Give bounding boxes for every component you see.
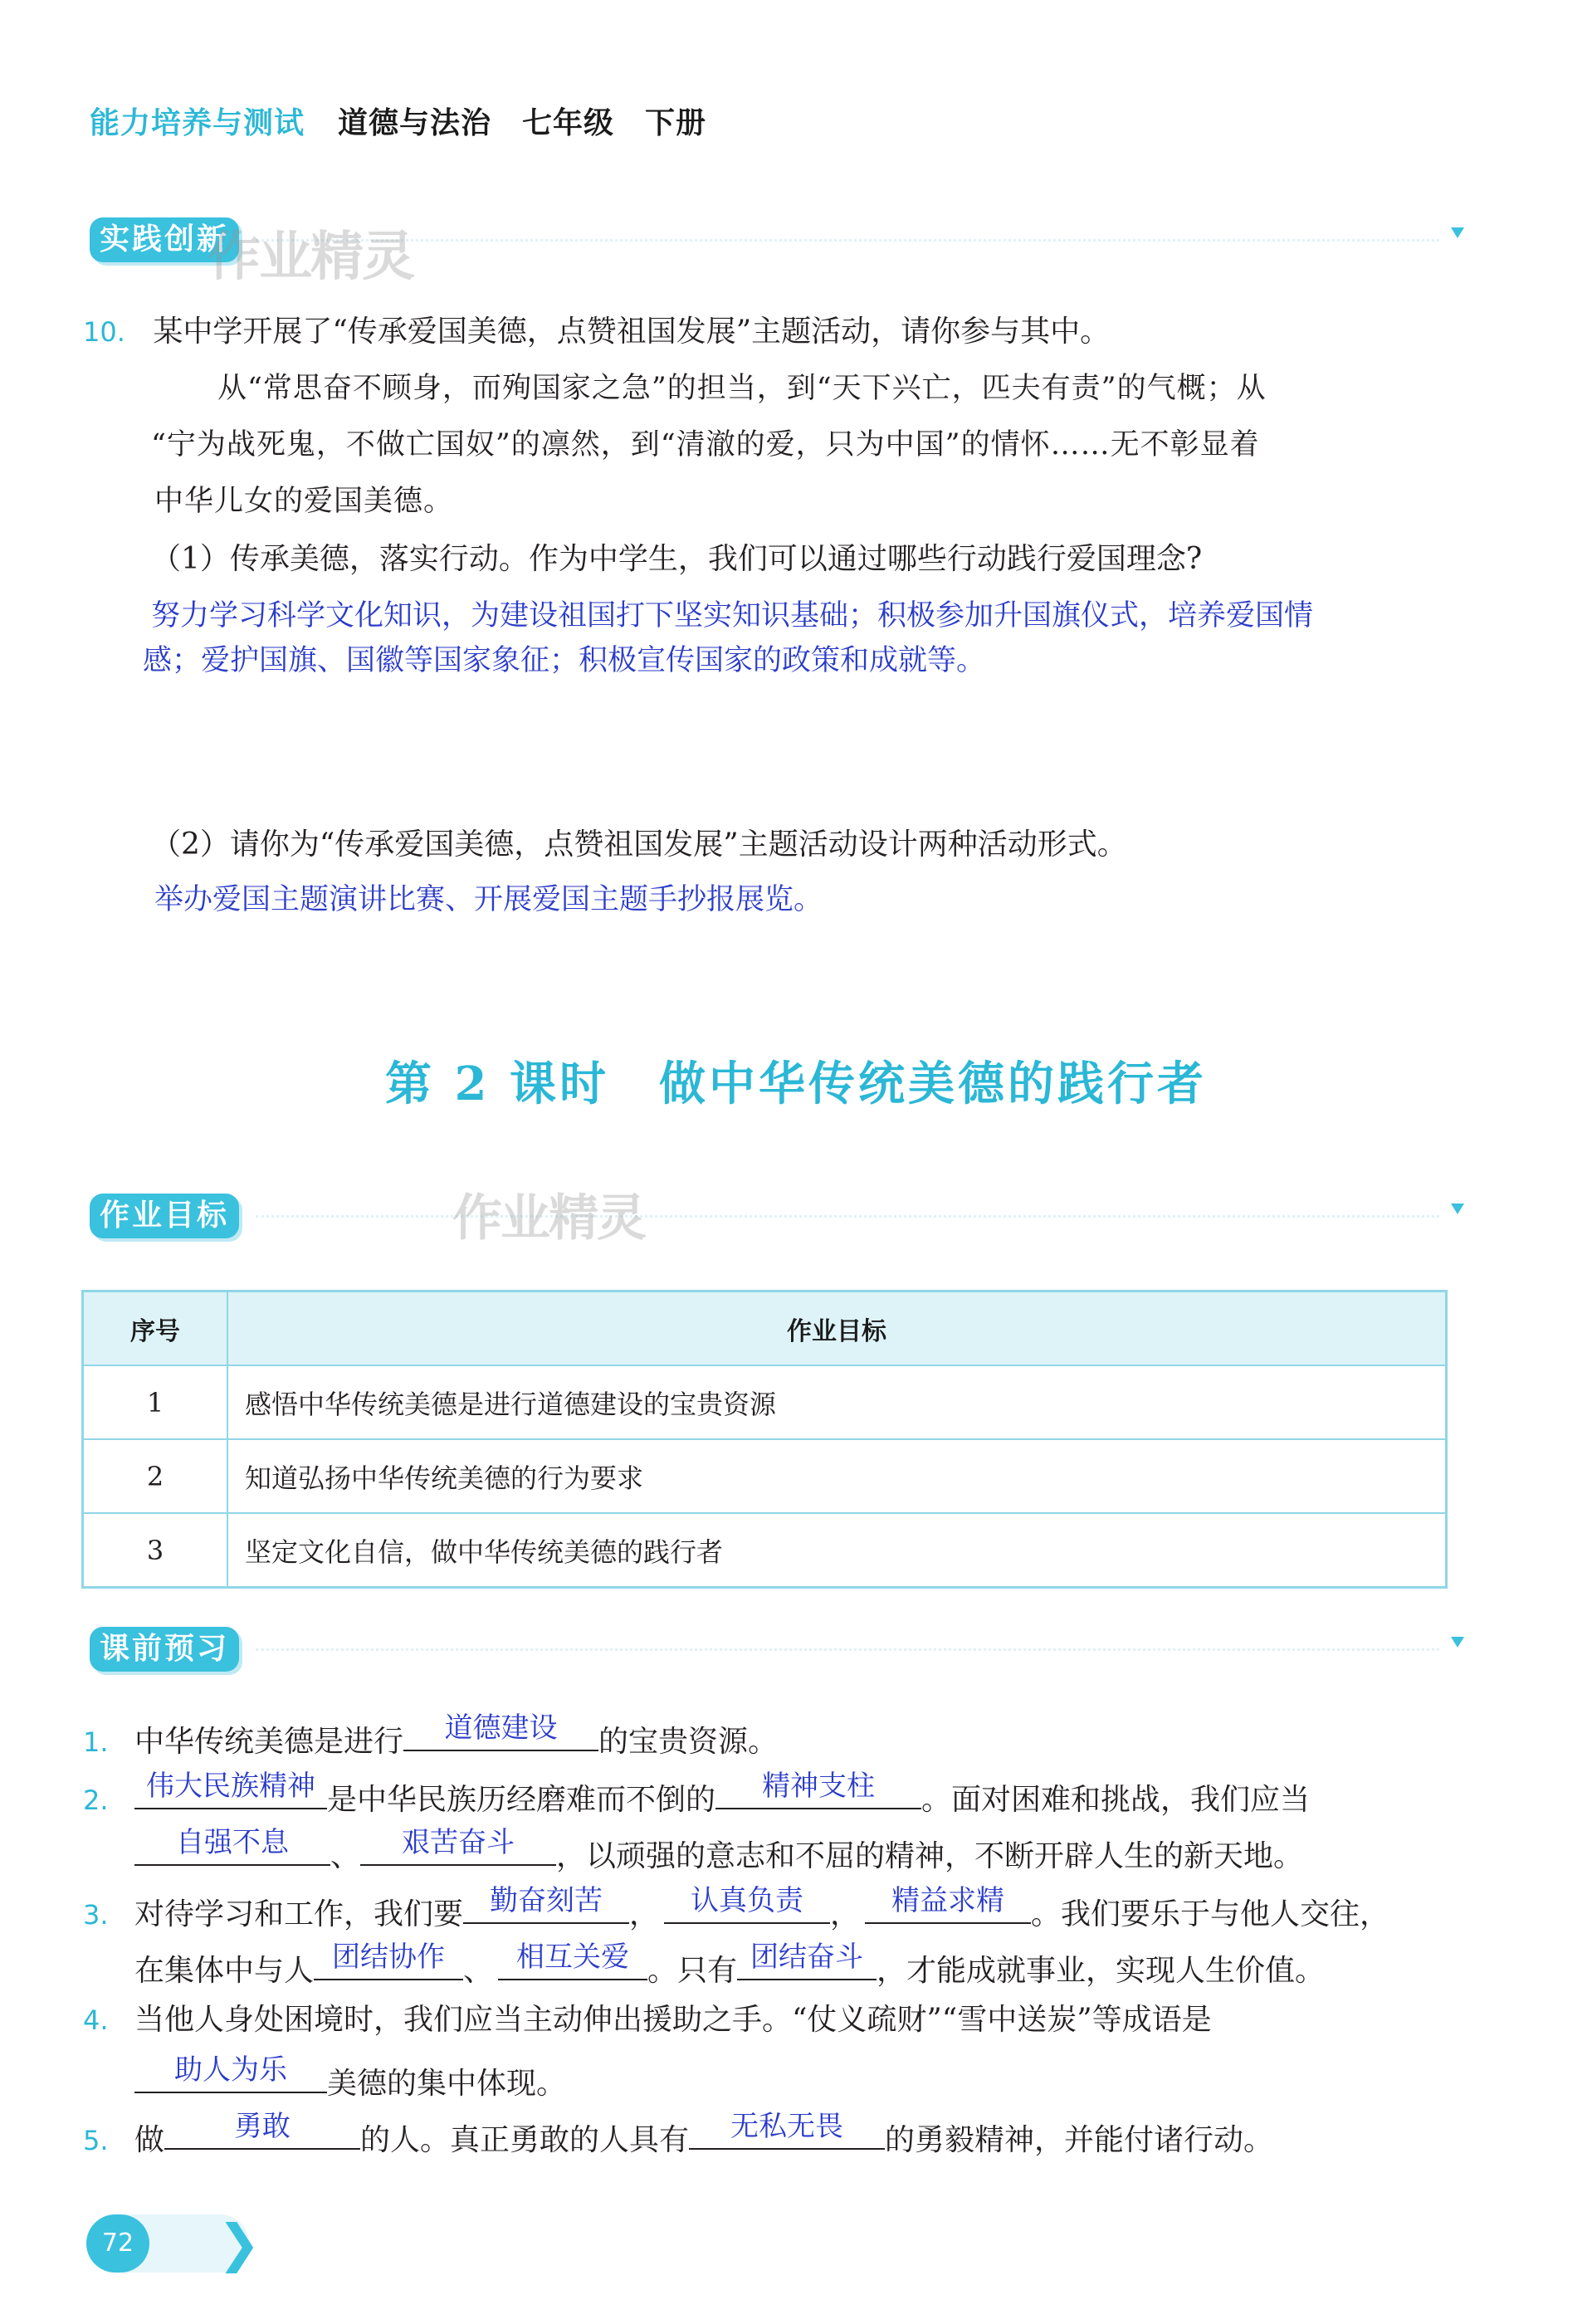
answer-text: 精神支柱	[762, 1770, 875, 1803]
answer-line: 努力学习科学文化知识，为建设祖国打下坚实知识基础；积极参加升国旗仪式，培养爱国情	[151, 599, 1314, 632]
answer-text: 艰苦奋斗	[402, 1826, 515, 1859]
question-text: 美德的集中体现。	[327, 2067, 567, 2101]
watermark: 作业精灵	[452, 1189, 645, 1247]
preview-question-4-cont	[134, 2053, 567, 2102]
table-row	[83, 1439, 1447, 1513]
answer-blank	[664, 1884, 830, 1924]
section-tag: 课前预习	[90, 1627, 239, 1672]
question-stem: 某中学开展了“传承爱国美德，点赞祖国发展”主题活动，请你参与其中。	[153, 315, 1111, 349]
material-line: 中华儿女的爱国美德。	[154, 485, 454, 518]
preview-question-1	[83, 1711, 779, 1760]
sub-question-2: （2）请你为“传承爱国美德，点赞祖国发展”主题活动设计两种活动形式。	[151, 828, 1127, 862]
answer-text: 相互关爱	[516, 1941, 630, 1974]
preview-question-5	[83, 2110, 1274, 2159]
answer-blank	[134, 1826, 330, 1866]
answer-text: 自强不息	[176, 1826, 289, 1859]
question-text: 当他人身处困境时，我们应当主动伸出援助之手。“仗义疏财”“雪中送炭”等成语是	[134, 2003, 1212, 2037]
answer-blank	[715, 1770, 921, 1809]
answer-blank	[463, 1884, 629, 1924]
question-number: 3.	[83, 1899, 109, 1931]
sub-question-1: （1）传承美德，落实行动。作为中学生，我们可以通过哪些行动践行爱国理念?	[151, 542, 1203, 576]
row-goal: 感悟中华传统美德是进行道德建设的宝贵资源	[227, 1365, 1447, 1439]
answer-blank	[314, 1941, 463, 1980]
answer-text: 勤奋刻苦	[490, 1884, 603, 1917]
question-text: 。面对困难和挑战，我们应当	[921, 1783, 1311, 1817]
row-goal: 坚定文化自信，做中华传统美德的践行者	[227, 1513, 1447, 1588]
section-tag: 作业目标	[90, 1194, 239, 1238]
answer-text: 无私无畏	[730, 2110, 844, 2143]
book-title: 道德与法治 七年级 下册	[338, 106, 707, 140]
answer-blank	[360, 1826, 556, 1866]
question-text: 、	[330, 1839, 361, 1873]
preview-question-2	[83, 1770, 1311, 1819]
answer-text: 道德建设	[444, 1711, 558, 1745]
section-divider	[256, 1648, 1439, 1651]
question-text: 做	[134, 2123, 164, 2157]
answer-blank	[134, 2053, 327, 2093]
answer-text: 精益求精	[891, 1884, 1005, 1917]
material-line: “宁为战死鬼，不做亡国奴”的凛然，到“清澈的爱，只为中国”的情怀……无不彰显着	[151, 428, 1260, 461]
question-text: 是中华民族历经磨难而不倒的	[326, 1783, 715, 1817]
table-row	[83, 1513, 1447, 1588]
table-row	[83, 1365, 1447, 1439]
answer-line: 举办爱国主题演讲比赛、开展爱国主题手抄报展览。	[154, 883, 823, 916]
answer-text: 助人为乐	[174, 2053, 287, 2087]
triangle-down-icon	[1451, 227, 1464, 238]
column-header: 作业目标	[227, 1291, 1447, 1366]
answer-blank	[164, 2110, 360, 2150]
section-divider	[256, 1215, 1439, 1218]
question-text: ，	[830, 1897, 861, 1931]
material-line: 从“常思奋不顾身，而殉国家之急”的担当，到“天下兴亡，匹夫有责”的气概；从	[217, 372, 1267, 405]
question-number: 2.	[83, 1784, 109, 1816]
answer-blank	[134, 1770, 327, 1809]
lesson-title: 第 2 课时 做中华传统美德的践行者	[385, 1057, 1207, 1111]
column-header: 序号	[83, 1291, 228, 1366]
answer-text: 团结协作	[332, 1941, 446, 1974]
chevron-right-icon: ❯	[217, 2213, 261, 2273]
question-text: 对待学习和工作，我们要	[134, 1897, 463, 1931]
section-divider	[256, 239, 1439, 242]
question-number: 1.	[83, 1726, 109, 1758]
question-text: 的勇毅精神，并能付诸行动。	[885, 2123, 1274, 2157]
question-text: ，以顽强的意志和不屈的精神，不断开辟人生的新天地。	[556, 1839, 1304, 1873]
question-text: 、	[463, 1954, 494, 1988]
answer-text: 勇敢	[234, 2110, 291, 2143]
question-number: 10.	[83, 316, 125, 348]
page-header	[90, 100, 706, 142]
goal-table	[81, 1290, 1448, 1589]
preview-question-3-cont	[134, 1941, 1326, 1990]
question-text: 的人。真正勇敢的人具有	[360, 2123, 690, 2157]
preview-question-2-cont	[134, 1826, 1304, 1875]
question-number: 4.	[83, 2004, 109, 2036]
question-text: 。只有	[647, 1954, 738, 1988]
row-index: 2	[83, 1439, 228, 1513]
row-goal: 知道弘扬中华传统美德的行为要求	[227, 1439, 1447, 1513]
section-preview	[90, 1623, 1464, 1677]
answer-blank	[737, 1941, 877, 1980]
question-text: 的宝贵资源。	[598, 1725, 779, 1759]
question-text: ，	[629, 1897, 660, 1931]
row-index: 3	[83, 1513, 228, 1588]
page-number: 72	[86, 2214, 149, 2273]
question-text: ，才能成就事业，实现人生价值。	[877, 1954, 1326, 1988]
preview-question-3	[83, 1884, 1390, 1933]
triangle-down-icon	[1451, 1204, 1464, 1214]
section-goals	[90, 1190, 1464, 1243]
answer-text: 团结奋斗	[750, 1941, 864, 1974]
answer-blank	[865, 1884, 1031, 1924]
table-header-row	[83, 1291, 1447, 1366]
answer-line: 感；爱护国旗、国徽等国家象征；积极宣传国家的政策和成就等。	[143, 644, 986, 677]
row-index: 1	[83, 1365, 228, 1439]
question-10	[83, 314, 1110, 350]
answer-text: 伟大民族精神	[145, 1770, 315, 1803]
triangle-down-icon	[1451, 1637, 1464, 1648]
question-text: 。我们要乐于与他人交往，	[1031, 1897, 1390, 1931]
preview-question-4	[83, 2002, 1212, 2038]
question-number: 5.	[83, 2125, 109, 2156]
answer-blank	[689, 2110, 885, 2150]
series-title: 能力培养与测试	[90, 106, 305, 140]
question-text: 在集体中与人	[134, 1954, 315, 1988]
answer-text: 认真负责	[691, 1884, 804, 1917]
section-tag: 实践创新	[90, 217, 239, 262]
question-text: 中华传统美德是进行	[134, 1725, 403, 1759]
answer-blank	[403, 1711, 598, 1751]
answer-blank	[498, 1941, 647, 1980]
watermark: 作业精灵	[208, 227, 413, 288]
